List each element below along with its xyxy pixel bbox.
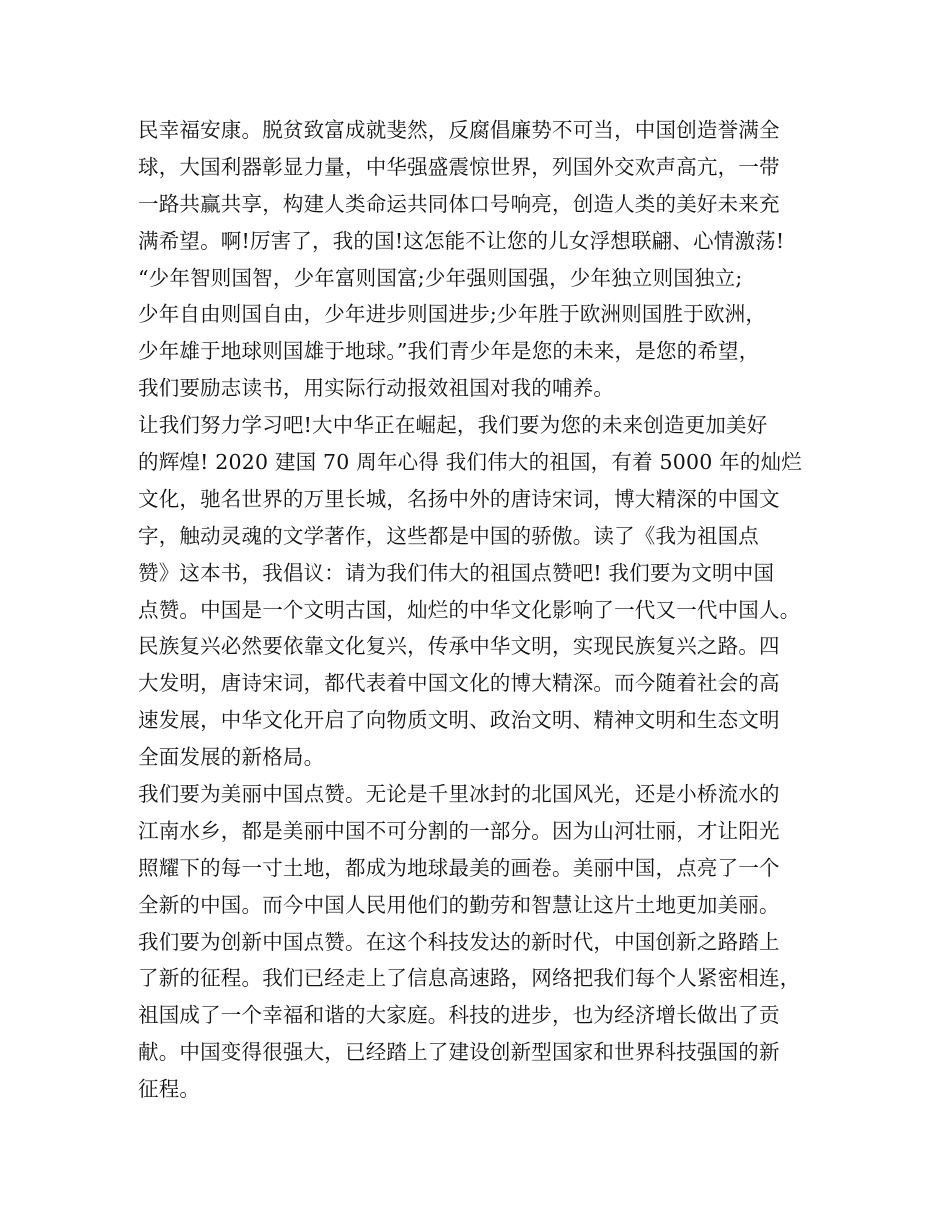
text-line: 献。中国变得很强大，已经踏上了建设创新型国家和世界科技强国的新 (138, 1040, 780, 1065)
text-line: 球，大国利器彰显力量，中华强盛震惊世界，列国外交欢声高亢，一带 (138, 154, 780, 179)
text-line: 我们要励志读书，用实际行动报效祖国对我的哺养。 (138, 376, 615, 401)
text-line: 全面发展的新格局。 (138, 745, 325, 770)
text-line: 文化，驰名世界的万里长城，名扬中外的唐诗宋词，博大精深的中国文 (138, 486, 780, 511)
text-line: 一路共赢共享，构建人类命运共同体口号响亮，创造人类的美好未来充 (138, 191, 780, 216)
text-line: 字，触动灵魂的文学著作，这些都是中国的骄傲。读了《我为祖国点 (138, 523, 759, 548)
text-line: 照耀下的每一寸土地，都成为地球最美的画卷。美丽中国，点亮了一个 (138, 855, 780, 880)
text-line: “少年智则国智，少年富则国富;少年强则国强，少年独立则国独立; (138, 265, 743, 290)
text-line: 民幸福安康。脱贫致富成就斐然，反腐倡廉势不可当，中国创造誉满全 (138, 118, 780, 142)
text-line: 赞》这本书，我倡议：请为我们伟大的祖国点赞吧! 我们要为文明中国 (138, 560, 775, 585)
text-line: 少年自由则国自由，少年进步则国进步;少年胜于欧洲则国胜于欧洲， (138, 302, 767, 327)
text-line: 我们要为创新中国点赞。在这个科技发达的新时代，中国创新之路踏上 (138, 929, 780, 954)
text-line: 的辉煌! 2020 建国 70 周年心得 我们伟大的祖国，有着 5000 年的灿烂 (138, 450, 802, 475)
text-line: 大发明，唐诗宋词，都代表着中国文化的博大精深。而今随着社会的高 (138, 671, 780, 696)
text-line: 少年雄于地球则国雄于地球。”我们青少年是您的未来，是您的希望， (138, 339, 760, 364)
body-text (138, 112, 838, 1108)
text-line: 祖国成了一个幸福和谐的大家庭。科技的进步，也为经济增长做出了贡 (138, 1003, 780, 1028)
text-line: 全新的中国。而今中国人民用他们的勤劳和智慧让这片土地更加美丽。 (138, 892, 780, 917)
text-line: 江南水乡，都是美丽中国不可分割的一部分。因为山河壮丽，才让阳光 (138, 818, 780, 843)
text-line: 我们要为美丽中国点赞。无论是千里冰封的北国风光，还是小桥流水的 (138, 782, 780, 807)
text-line: 点赞。中国是一个文明古国，灿烂的中华文化影响了一代又一代中国人。 (138, 597, 801, 622)
text-line: 民族复兴必然要依靠文化复兴，传承中华文明，实现民族复兴之路。四 (138, 634, 780, 659)
text-line: 征程。 (138, 1077, 201, 1102)
text-line: 速发展，中华文化开启了向物质文明、政治文明、精神文明和生态文明 (138, 708, 780, 733)
text-line: 让我们努力学习吧!大中华正在崛起，我们要为您的未来创造更加美好 (138, 413, 768, 438)
text-line: 了新的征程。我们已经走上了信息高速路，网络把我们每个人紧密相连， (138, 966, 801, 991)
text-line: 满希望。啊!厉害了，我的国!这怎能不让您的儿女浮想联翩、心情激荡! (138, 228, 785, 253)
